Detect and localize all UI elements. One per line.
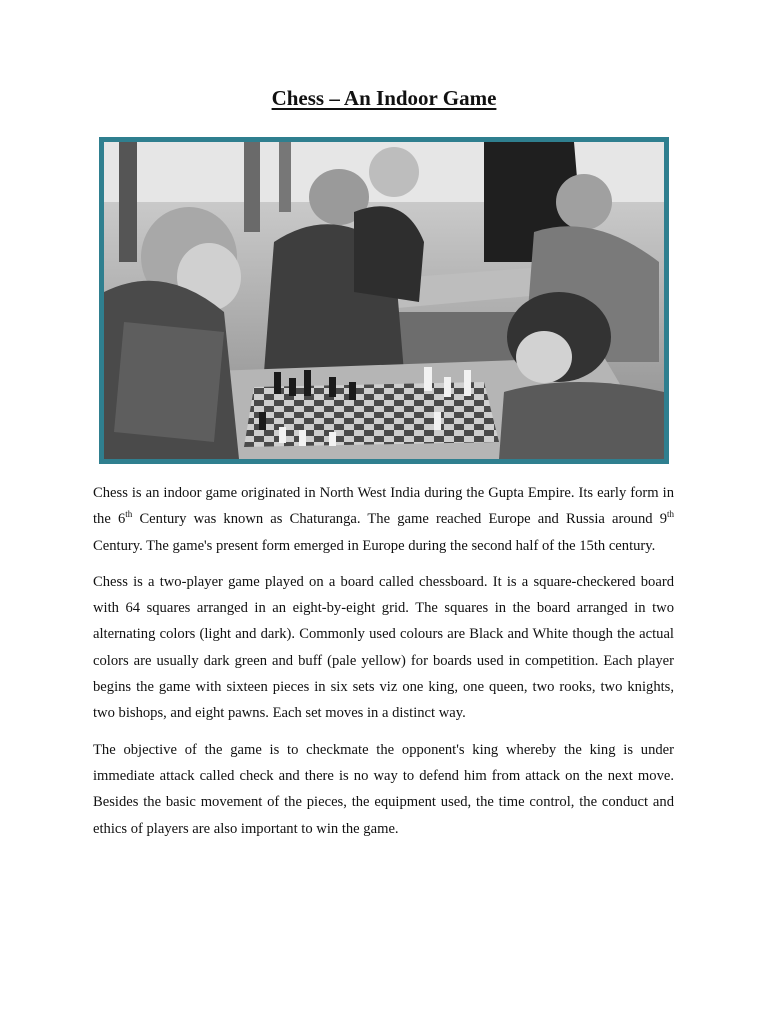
paragraph-origin-part-b: Century was known as Chaturanga. The game reached Europe and Russia around 9 bbox=[132, 511, 667, 528]
paragraph-objective: The objective of the game is to checkmate the opponent's king whereby the king is under immediate attack called check and there is no way to defend him from attack on the next move. Besides the basic movement of the pieces, the equipment used, the time control, the conduct and ethics of players are also important to win the game. bbox=[93, 741, 674, 837]
superscript-th-1: th bbox=[125, 509, 133, 520]
chess-players-photo-icon bbox=[104, 142, 664, 459]
article-body bbox=[93, 480, 674, 852]
paragraph-origin-part-c: Century. The game's present form emerged in Europe during the second half of the 15th century. bbox=[93, 537, 656, 554]
superscript-th-2: th bbox=[667, 509, 675, 520]
page-title: Chess – An Indoor Game bbox=[271, 86, 497, 110]
paragraph-board: Chess is a two-player game played on a board called chessboard. It is a square-checkered board with 64 squares arranged in an eight-by-eight grid. The squares in the board arranged in two alternating colors (light and dark). Commonly used colours are Black and White though the actual colors are usually dark green and buff (pale yellow) for boards used in competition. Each player begins the game with sixteen pieces in six sets viz one king, one queen, two rooks, two knights, two bishops, and eight pawns. Each set moves in a distinct way. bbox=[93, 573, 674, 722]
chess-players-photo bbox=[99, 137, 669, 464]
paragraph-origin-part-a: Chess is an indoor game originated in North West India during the Gupta Empire. Its early form in the 6 bbox=[93, 485, 674, 528]
paragraph-origin bbox=[93, 480, 674, 559]
